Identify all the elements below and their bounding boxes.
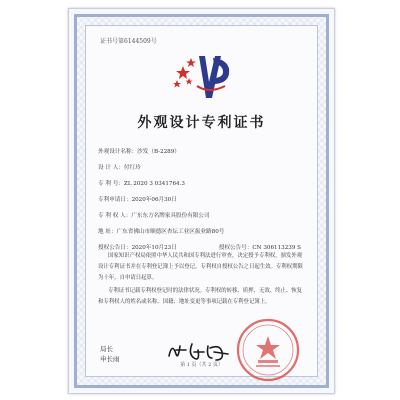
decorative-border	[74, 14, 329, 388]
certificate-fields	[98, 144, 305, 256]
certificate-number: 证书号第6144509号	[100, 38, 157, 45]
announce-date: 授权公告日：2020年10月23日	[98, 245, 177, 251]
announce-number: 授权公告号：CN 306113239 S	[218, 245, 301, 251]
body-paragraph-2: 专利证书记载专利权登记时的法律状况。专利权的转移、质押、无效、终止、恢复和专利权人的姓名或名称、国籍、地址变更等事项记载在专利登记簿上。	[98, 288, 303, 305]
filing-date-row: 专利申请日：2020年06月30日	[98, 197, 177, 203]
cnipa-logo-icon	[169, 48, 239, 108]
official-seal-icon	[234, 316, 302, 384]
designer-row: 设 计 人：付红玲	[98, 165, 141, 171]
certificate-title: 外观设计专利证书	[137, 115, 266, 131]
patent-number-row: 专 利 号：ZL 2020 3 0341764.3	[98, 181, 185, 187]
patentee-row: 专 利 权 人：广东东方名牌家具股份有限公司	[98, 213, 210, 219]
design-name-row: 外观设计名称：沙发（B-2289）	[98, 149, 180, 155]
signer-name: 申长雨	[100, 355, 120, 363]
address-row: 地 址：广东省佛山市顺德区杏坛工业区振业路80号	[98, 229, 225, 235]
page-footer: 第 1 页（共 2 页）	[180, 362, 223, 368]
signer-title: 局长	[100, 345, 113, 353]
logo-stars-icon	[173, 58, 196, 88]
certificate-body-text	[98, 251, 305, 308]
certificate-body	[85, 25, 318, 377]
body-paragraph-1: 国家知识产权局依照中华人民共和国专利法进行审查，决定授予专利权，颁发外观设计专利证书并在专利登记簿上予以登记。专利权自授权公告之日起生效。专利权期限为十年，自申请日起算。	[98, 253, 303, 281]
certificate-paper	[68, 8, 335, 394]
